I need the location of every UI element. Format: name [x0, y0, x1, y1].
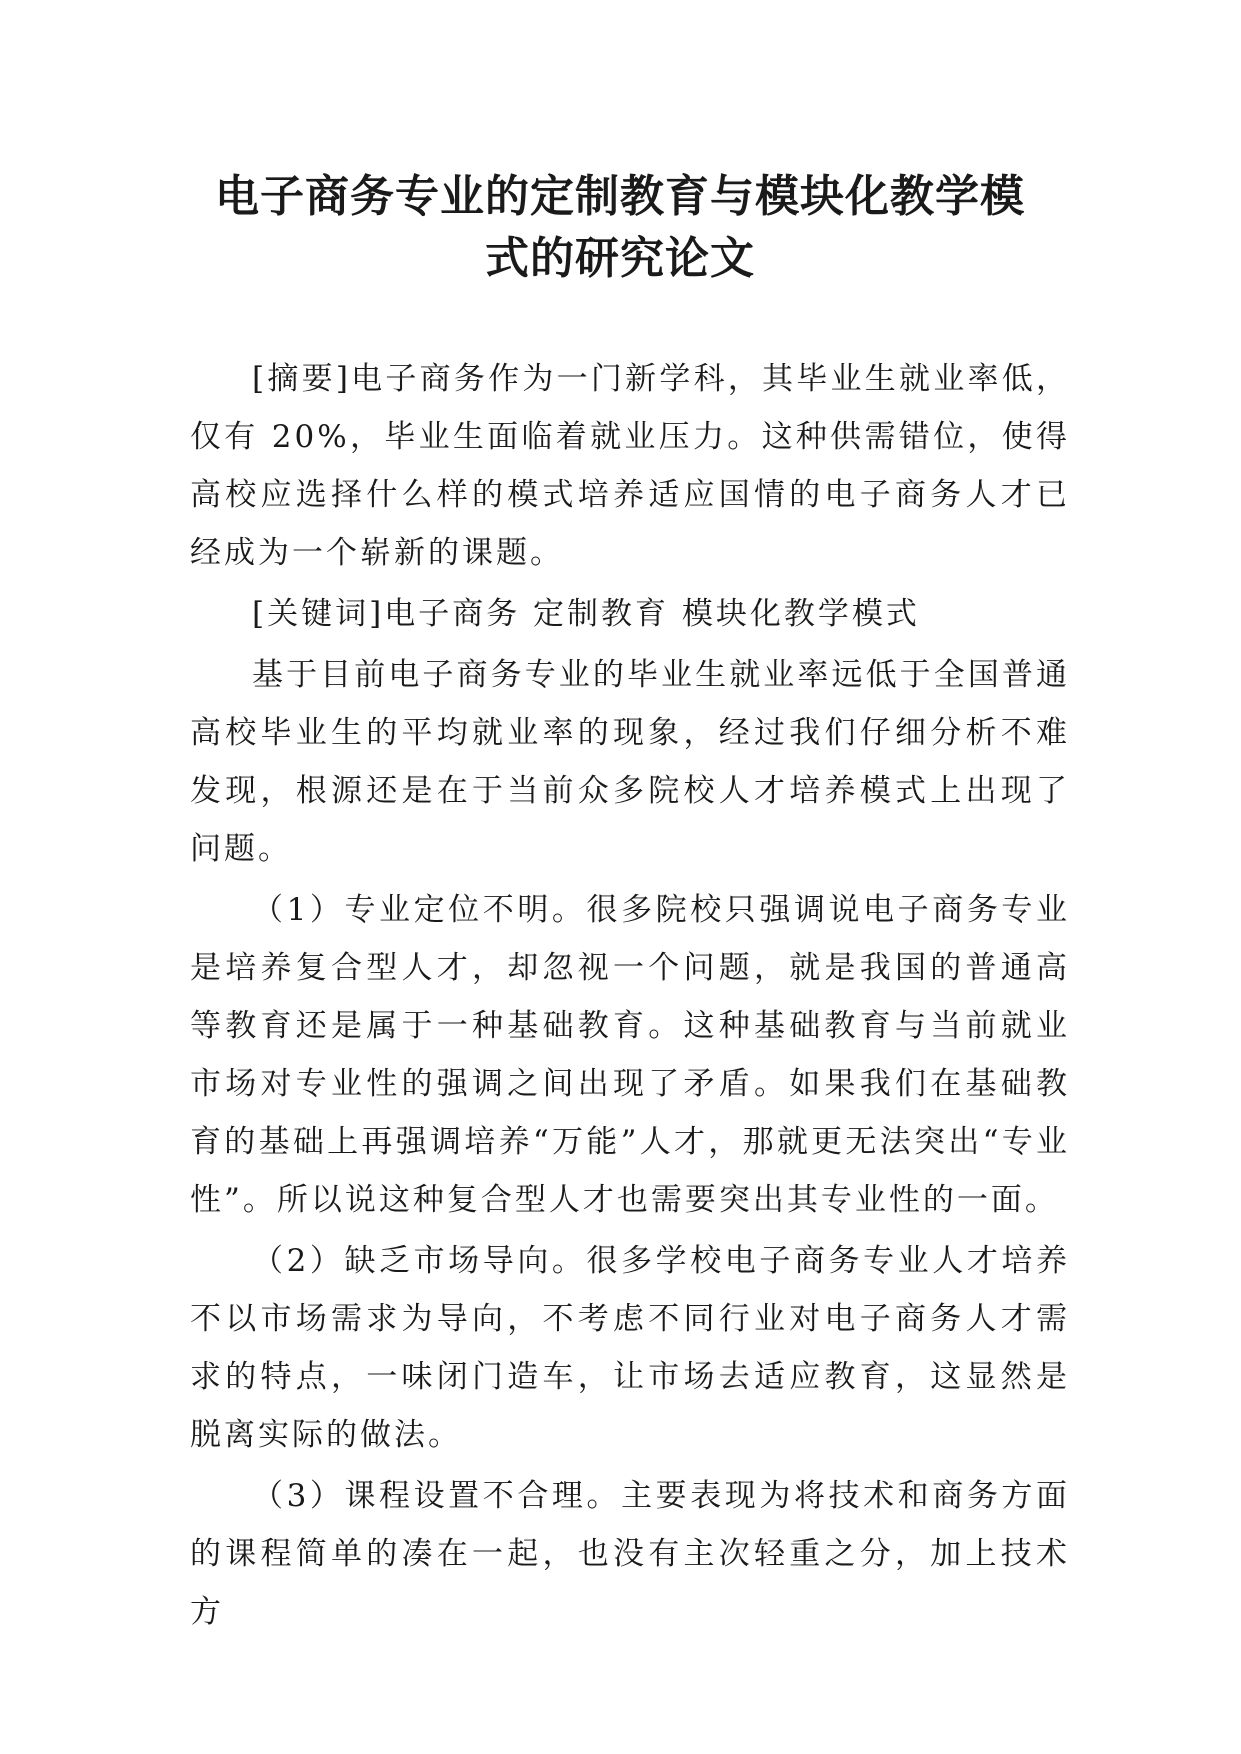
body-paragraph: （3）课程设置不合理。主要表现为将技术和商务方面的课程简单的凑在一起，也没有主次轻重之分，加上技术方 [190, 1478, 1070, 1630]
document-body [190, 350, 1070, 1641]
document-title-line-1: 电子商务专业的定制教育与模块化教学模 [215, 171, 1025, 222]
abstract-paragraph: [摘要]电子商务作为一门新学科，其毕业生就业率低，仅有 20%，毕业生面临着就业压力。这种供需错位，使得高校应选择什么样的模式培养适应国情的电子商务人才已经成为一个崭新的课题。 [190, 361, 1070, 571]
body-paragraph: （2）缺乏市场导向。很多学校电子商务专业人才培养不以市场需求为导向，不考虑不同行业对电子商务人才需求的特点，一味闭门造车，让市场去适应教育，这显然是脱离实际的做法。 [190, 1243, 1070, 1453]
body-paragraph: 基于目前电子商务专业的毕业生就业率远低于全国普通高校毕业生的平均就业率的现象，经过我们仔细分析不难发现，根源还是在于当前众多院校人才培养模式上出现了问题。 [190, 657, 1070, 867]
document-title-line-2: 式的研究论文 [485, 233, 755, 284]
keywords-paragraph: [关键词]电子商务 定制教育 模块化教学模式 [252, 596, 920, 632]
body-paragraph: （1）专业定位不明。很多院校只强调说电子商务专业是培养复合型人才，却忽视一个问题，就是我国的普通高等教育还是属于一种基础教育。这种基础教育与当前就业市场对专业性的强调之间出现了矛盾。如果我们在基础教育的基础上再强调培养“万能”人才，那就更无法突出“专业性”。所以说这种复合型人才也需要突出其专业性的一面。 [190, 892, 1070, 1218]
